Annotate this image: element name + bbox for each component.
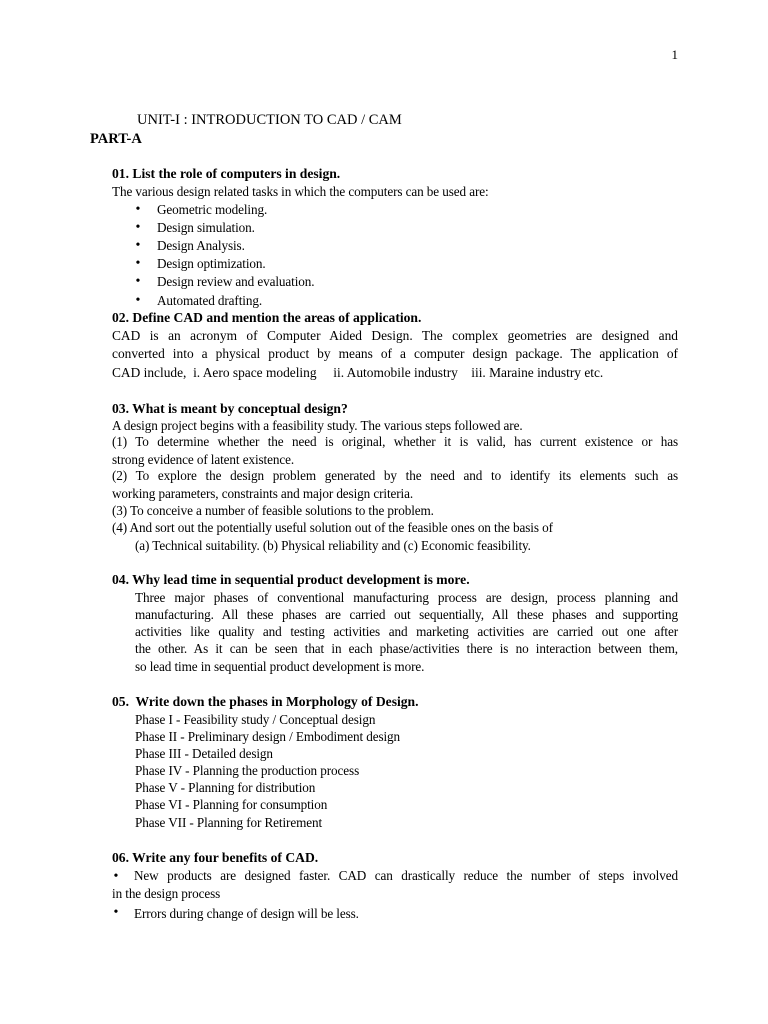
list-item: Design simulation.: [157, 220, 255, 235]
q3-line: (4) And sort out the potentially useful solution out of the feasible ones on the basis of: [112, 520, 553, 535]
list-item: Design review and evaluation.: [157, 274, 315, 289]
bullet-icon: [134, 219, 142, 236]
q4-line: manufacturing. All these phases are carried out sequentially, All these phases and supporting: [135, 607, 678, 622]
q6-benefit-1-cont: in the design process: [112, 886, 221, 901]
q4-heading: 04. Why lead time in sequential product development is more.: [112, 572, 470, 587]
q2-line: CAD include, i. Aero space modeling ii. Automobile industry iii. Maraine industry etc.: [112, 365, 604, 380]
bullet-icon: [134, 201, 142, 218]
q3-line: (3) To conceive a number of feasible solutions to the problem.: [112, 503, 434, 518]
phase-item: Phase VII - Planning for Retirement: [135, 815, 323, 830]
phase-item: Phase I - Feasibility study / Conceptual design: [135, 712, 376, 727]
bullet-icon: [112, 868, 120, 885]
phase-item: Phase V - Planning for distribution: [135, 780, 316, 795]
q3-line: strong evidence of latent existence.: [112, 452, 295, 467]
q3-line: (1) To determine whether the need is original, whether it is valid, has current existence or has: [112, 434, 678, 449]
q3-line: A design project begins with a feasibility study. The various steps followed are.: [112, 418, 523, 433]
list-item: Automated drafting.: [157, 293, 263, 308]
list-item: Design optimization.: [157, 256, 266, 271]
phase-item: Phase II - Preliminary design / Embodiment design: [135, 729, 401, 744]
q4-line: the other. As it can be seen that in each phase/activities there is no interaction between them,: [135, 641, 678, 656]
bullet-icon: [134, 292, 142, 309]
q6-benefit-1: New products are designed faster. CAD can drastically reduce the number of steps involved: [134, 868, 678, 883]
bullet-icon: [112, 904, 120, 921]
q2-heading: 02. Define CAD and mention the areas of application.: [112, 310, 422, 325]
list-item: Design Analysis.: [157, 238, 245, 253]
q3-line: (2) To explore the design problem generated by the need and to identify its elements such as: [112, 468, 678, 483]
q1-intro: The various design related tasks in which the computers can be used are:: [112, 184, 489, 199]
q3-sub: (a) Technical suitability. (b) Physical reliability and (c) Economic feasibility.: [135, 538, 531, 553]
q6-benefit-2: Errors during change of design will be less.: [134, 906, 359, 921]
bullet-icon: [134, 237, 142, 254]
phase-item: Phase VI - Planning for consumption: [135, 797, 328, 812]
q4-line: so lead time in sequential product development is more.: [135, 659, 425, 674]
phase-item: Phase IV - Planning the production process: [135, 763, 360, 778]
bullet-icon: [134, 273, 142, 290]
q4-line: Three major phases of conventional manufacturing process are design, process planning and: [135, 590, 678, 605]
bullet-icon: [134, 255, 142, 272]
q3-line: working parameters, constraints and major design criteria.: [112, 486, 414, 501]
q5-heading: 05. Write down the phases in Morphology of Design.: [112, 694, 419, 709]
q4-line: activities like quality and testing activities and marketing activities are carried out one after: [135, 624, 678, 639]
q6-heading: 06. Write any four benefits of CAD.: [112, 850, 319, 865]
list-item: Geometric modeling.: [157, 202, 268, 217]
part-heading: PART-A: [90, 131, 142, 147]
q2-line: converted into a physical product by means of a computer design package. The application of: [112, 346, 678, 361]
q1-heading: 01. List the role of computers in design.: [112, 166, 341, 181]
q3-heading: 03. What is meant by conceptual design?: [112, 401, 348, 416]
page-number: 1: [671, 47, 678, 62]
phase-item: Phase III - Detailed design: [135, 746, 273, 761]
unit-title: UNIT-I : INTRODUCTION TO CAD / CAM: [137, 112, 402, 128]
q2-line: CAD is an acronym of Computer Aided Design. The complex geometries are designed and: [112, 328, 678, 343]
